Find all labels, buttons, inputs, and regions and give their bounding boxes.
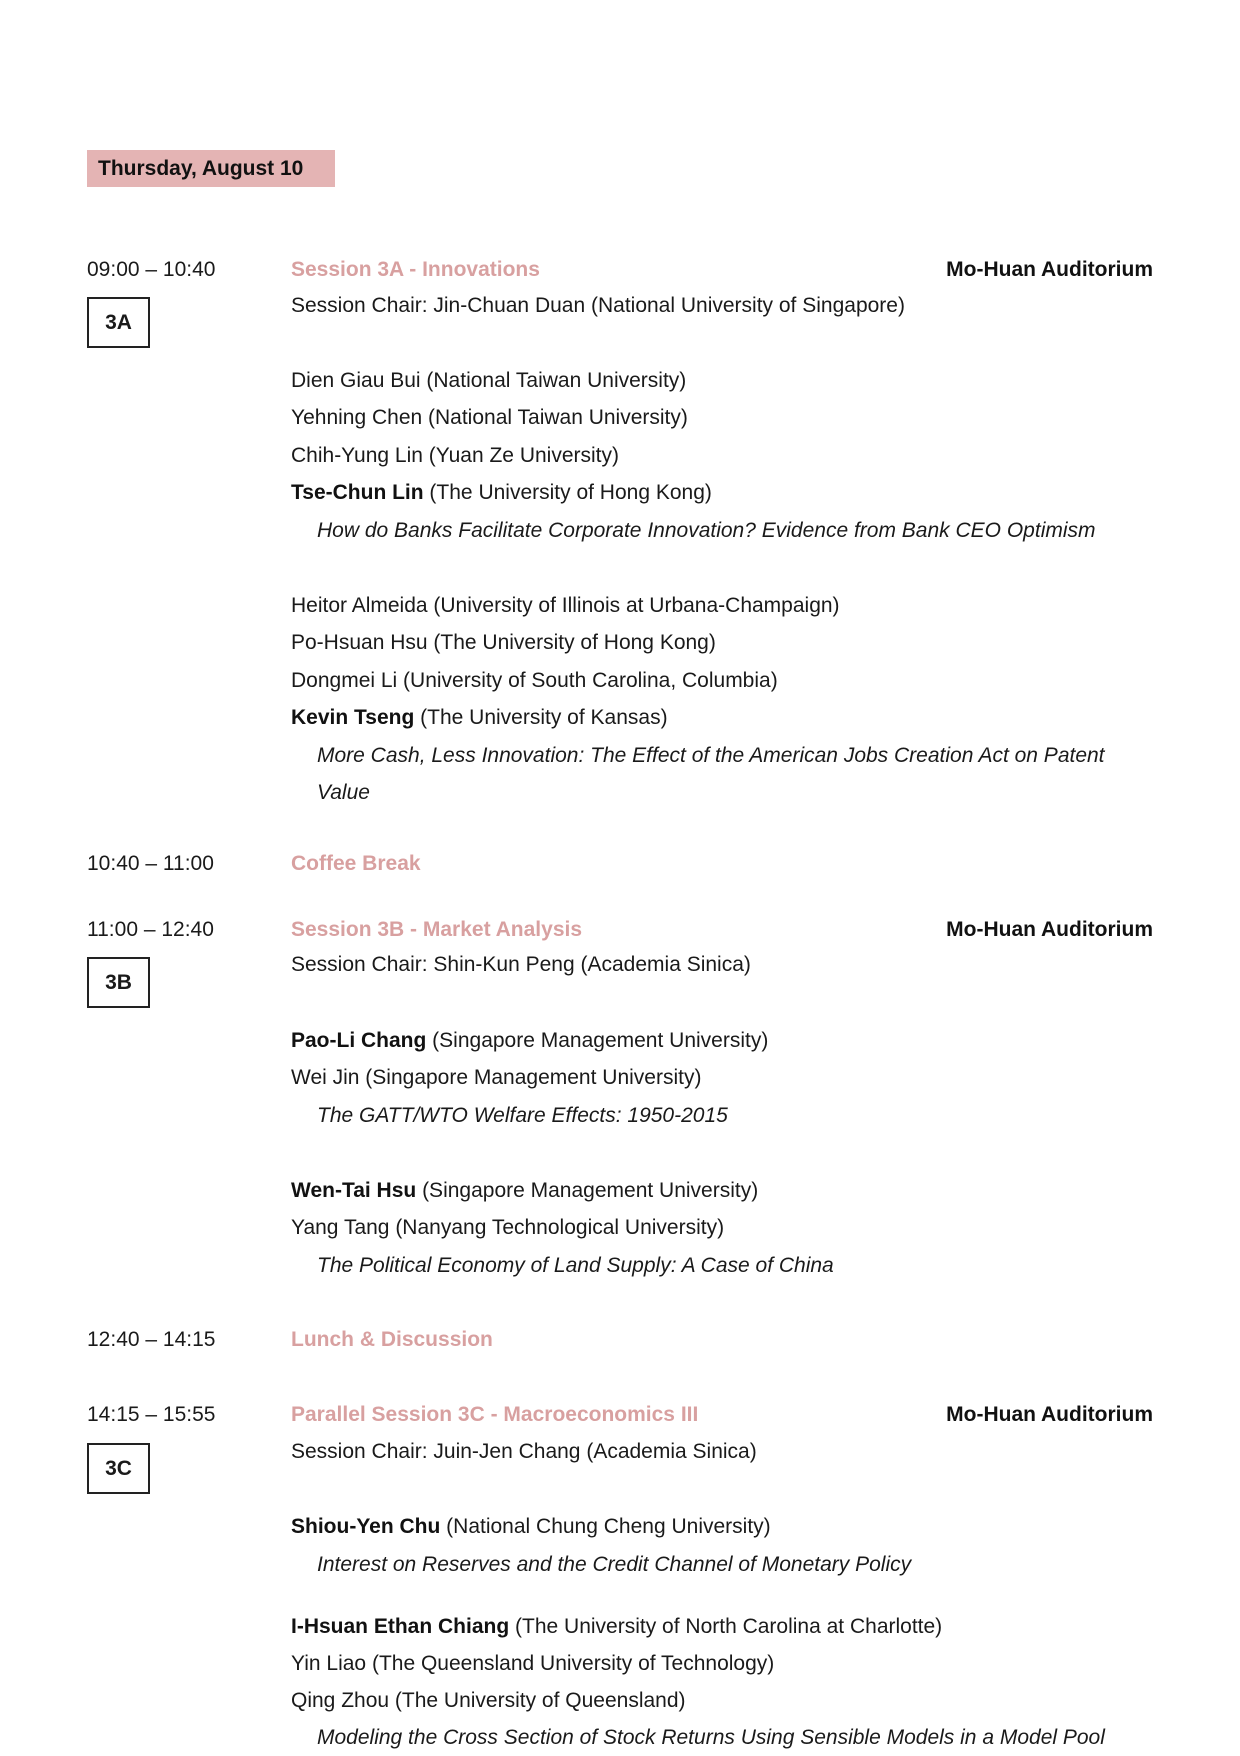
- session-3b-code: 3B: [87, 957, 150, 1008]
- session-3a-chair: Session Chair: Jin-Chuan Duan (National University of Singapore): [291, 294, 905, 317]
- paper-title: The GATT/WTO Welfare Effects: 1950-2015: [317, 1104, 728, 1127]
- presenter-name: Wen-Tai Hsu: [291, 1179, 417, 1202]
- presenter-affiliation: (Singapore Management University): [426, 1029, 769, 1052]
- presenter-name: Pao-Li Chang: [291, 1029, 427, 1052]
- day-banner: Thursday, August 10: [87, 150, 335, 187]
- session-3b-title: Session 3B - Market Analysis: [291, 918, 583, 941]
- session-3b-time: 11:00 – 12:40: [87, 918, 214, 941]
- coffee-break-time: 10:40 – 11:00: [87, 852, 214, 875]
- paper-title: Interest on Reserves and the Credit Channel of Monetary Policy: [317, 1553, 912, 1576]
- author: Yin Liao (The Queensland University of Technology): [291, 1652, 775, 1675]
- presenter-affiliation: (National Chung Cheng University): [440, 1515, 771, 1538]
- session-3c-code: 3C: [87, 1443, 150, 1494]
- author: Chih-Yung Lin (Yuan Ze University): [291, 444, 619, 467]
- coffee-break-title: Coffee Break: [291, 852, 421, 875]
- paper-title: Modeling the Cross Section of Stock Returns Using Sensible Models in a Model Pool: [317, 1726, 1105, 1749]
- presenter: [291, 706, 668, 730]
- session-3a-title: Session 3A - Innovations: [291, 258, 540, 281]
- presenter-name: Tse-Chun Lin: [291, 481, 424, 504]
- author: Dien Giau Bui (National Taiwan University): [291, 369, 687, 392]
- presenter-name: Shiou-Yen Chu: [291, 1515, 441, 1538]
- paper-title: More Cash, Less Innovation: The Effect of the American Jobs Creation Act on Patent: [317, 744, 1105, 767]
- presenter: [291, 1179, 758, 1203]
- session-3b-venue: Mo-Huan Auditorium: [946, 918, 1153, 941]
- author: Yehning Chen (National Taiwan University): [291, 406, 688, 429]
- paper-title: The Political Economy of Land Supply: A Case of China: [317, 1254, 834, 1277]
- paper-title: How do Banks Facilitate Corporate Innovation? Evidence from Bank CEO Optimism: [317, 519, 1096, 542]
- presenter-name: I-Hsuan Ethan Chiang: [291, 1615, 510, 1638]
- session-3a-code: 3A: [87, 297, 150, 348]
- session-3c-title: Parallel Session 3C - Macroeconomics III: [291, 1403, 699, 1426]
- presenter: [291, 481, 712, 505]
- presenter-affiliation: (The University of North Carolina at Charlotte): [509, 1615, 943, 1638]
- presenter-name: Kevin Tseng: [291, 706, 415, 729]
- presenter-affiliation: (The University of Hong Kong): [423, 481, 712, 504]
- session-3a-time: 09:00 – 10:40: [87, 258, 216, 281]
- presenter: [291, 1515, 771, 1539]
- author: Heitor Almeida (University of Illinois at Urbana-Champaign): [291, 594, 840, 617]
- presenter-affiliation: (The University of Kansas): [414, 706, 668, 729]
- presenter: [291, 1615, 942, 1639]
- author: Qing Zhou (The University of Queensland): [291, 1689, 686, 1712]
- author: Dongmei Li (University of South Carolina, Columbia): [291, 669, 778, 692]
- presenter-affiliation: (Singapore Management University): [416, 1179, 759, 1202]
- author: Po-Hsuan Hsu (The University of Hong Kong): [291, 631, 716, 654]
- session-3c-venue: Mo-Huan Auditorium: [946, 1403, 1153, 1426]
- presenter: [291, 1029, 768, 1053]
- author: Wei Jin (Singapore Management University): [291, 1066, 702, 1089]
- session-3c-chair: Session Chair: Juin-Jen Chang (Academia Sinica): [291, 1440, 757, 1463]
- session-3a-venue: Mo-Huan Auditorium: [946, 258, 1153, 281]
- session-3c-time: 14:15 – 15:55: [87, 1403, 216, 1426]
- lunch-time: 12:40 – 14:15: [87, 1328, 216, 1351]
- author: Yang Tang (Nanyang Technological University): [291, 1216, 725, 1239]
- paper-title-cont: Value: [317, 781, 370, 804]
- lunch-title: Lunch & Discussion: [291, 1328, 493, 1351]
- session-3b-chair: Session Chair: Shin-Kun Peng (Academia Sinica): [291, 953, 751, 976]
